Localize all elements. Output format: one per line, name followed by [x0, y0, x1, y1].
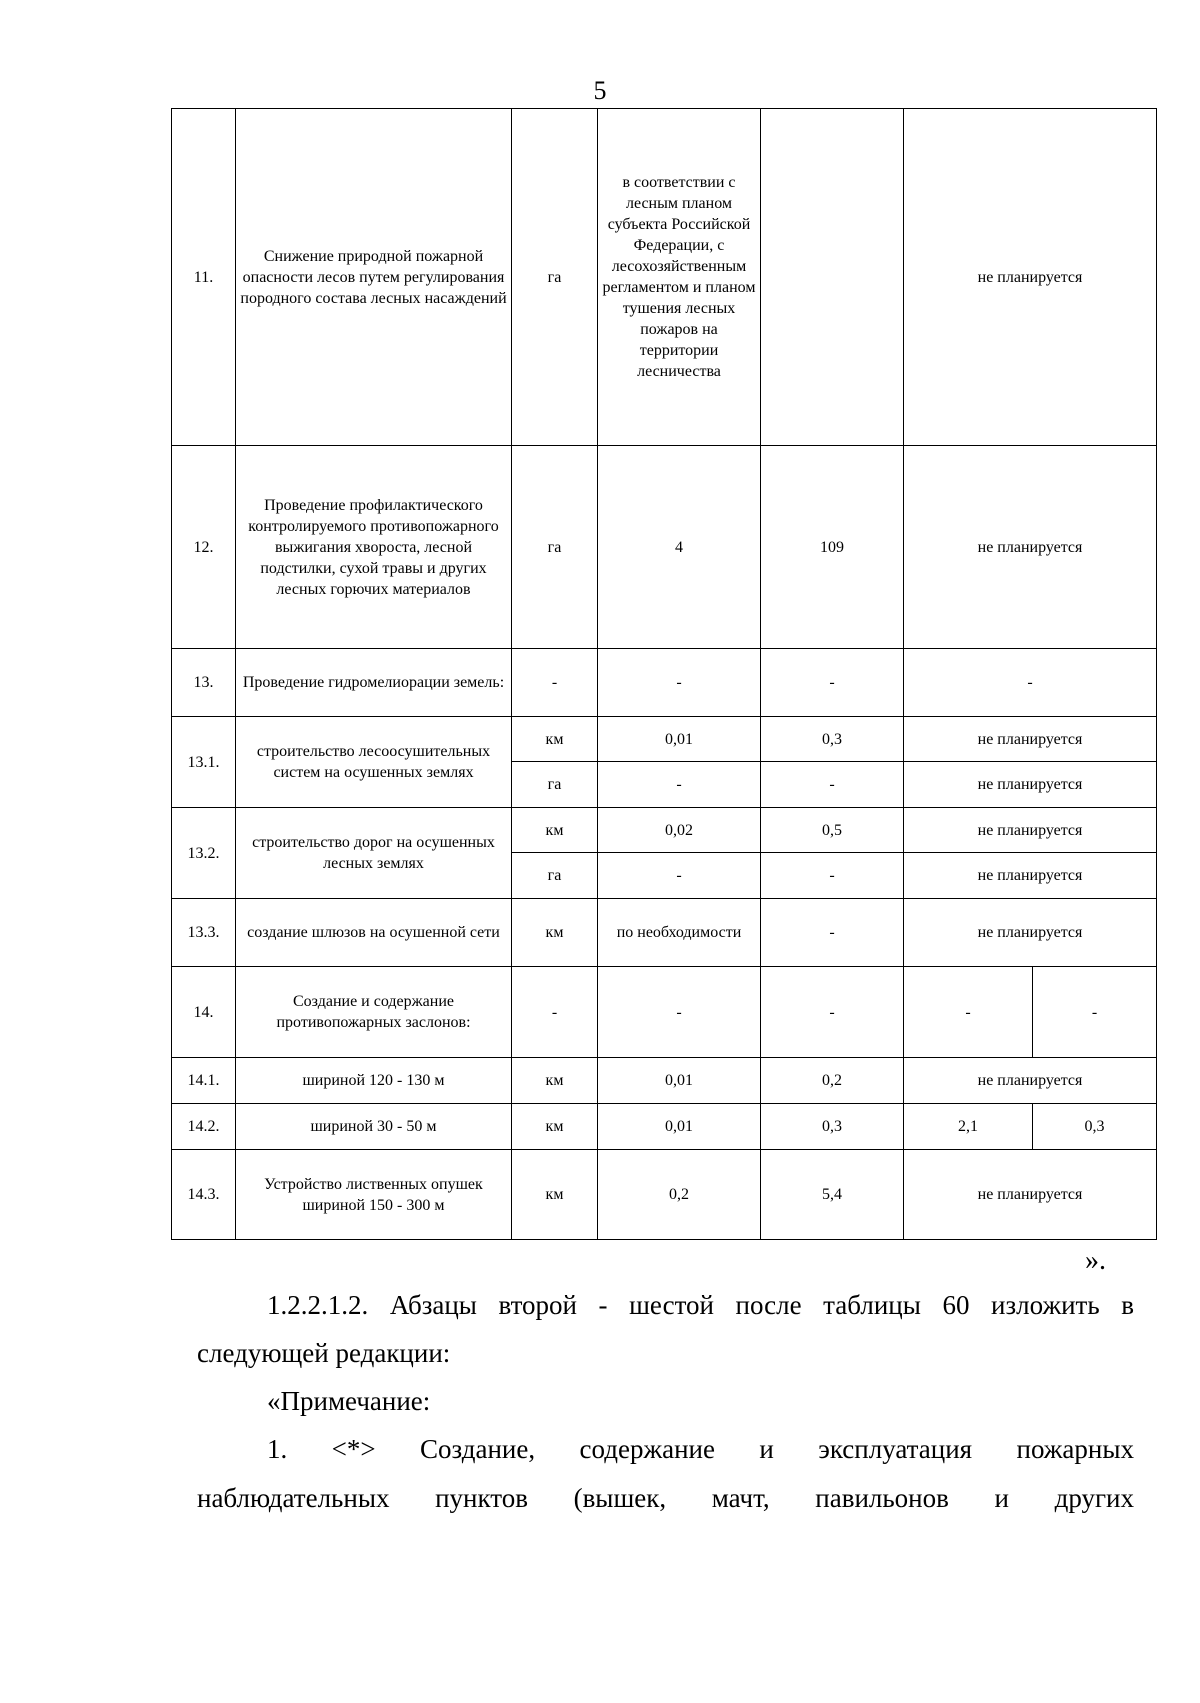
plan-cell: не планируется — [904, 1058, 1157, 1104]
plan-cell-a: - — [904, 967, 1033, 1058]
activity-name: строительство дорог на осушенных лесных землях — [236, 808, 512, 899]
table-row-14-1 — [172, 1058, 1157, 1104]
total-cell: 0,3 — [761, 717, 904, 762]
activity-name: Устройство лиственных опушек шириной 150 - 300 м — [236, 1150, 512, 1240]
plan-cell: не планируется — [904, 717, 1157, 762]
activity-name: строительство лесоосушительных систем на осушенных землях — [236, 717, 512, 808]
unit-cell: км — [512, 808, 598, 853]
norm-cell: 0,01 — [598, 1104, 761, 1150]
norm-cell: - — [598, 967, 761, 1058]
plan-cell: не планируется — [904, 1150, 1157, 1240]
plan-cell-a: 2,1 — [904, 1104, 1033, 1150]
plan-cell-b: - — [1033, 967, 1157, 1058]
activity-name: Создание и содержание противопожарных заслонов: — [236, 967, 512, 1058]
norm-cell: - — [598, 762, 761, 808]
paragraph-1-line-1: 1.2.2.1.2. Абзацы второй - шестой после таблицы 60 изложить в — [267, 1290, 1134, 1320]
activity-name: Проведение гидромелиорации земель: — [236, 649, 512, 717]
total-cell — [761, 109, 904, 446]
unit-cell: км — [512, 899, 598, 967]
activity-name: Проведение профилактического контролируемого противопожарного выжигания хвороста, лесной подстилки, сухой травы и других лесных горючих материалов — [236, 446, 512, 649]
table-row-13-3 — [172, 899, 1157, 967]
plan-cell: не планируется — [904, 109, 1157, 446]
total-cell: - — [761, 762, 904, 808]
unit-cell: км — [512, 717, 598, 762]
norm-cell: 0,2 — [598, 1150, 761, 1240]
norm-cell: 0,02 — [598, 808, 761, 853]
total-cell: 0,2 — [761, 1058, 904, 1104]
unit-cell: км — [512, 1150, 598, 1240]
total-cell: 0,5 — [761, 808, 904, 853]
row-number: 14.3. — [172, 1150, 236, 1240]
total-cell: - — [761, 853, 904, 899]
unit-cell: км — [512, 1058, 598, 1104]
total-cell: - — [761, 967, 904, 1058]
unit-cell: га — [512, 853, 598, 899]
row-number: 14.1. — [172, 1058, 236, 1104]
closing-quote: ». — [1085, 1245, 1106, 1276]
unit-cell: га — [512, 109, 598, 446]
activities-table — [171, 108, 1157, 1240]
row-number: 13. — [172, 649, 236, 717]
plan-cell: не планируется — [904, 899, 1157, 967]
activity-name: шириной 120 - 130 м — [236, 1058, 512, 1104]
row-number: 14. — [172, 967, 236, 1058]
note-title: «Примечание: — [267, 1386, 431, 1416]
table-row-13-2-km — [172, 808, 1157, 853]
norm-cell: 0,01 — [598, 1058, 761, 1104]
table-row-13 — [172, 649, 1157, 717]
table-row-14 — [172, 967, 1157, 1058]
plan-cell: не планируется — [904, 762, 1157, 808]
total-cell: - — [761, 649, 904, 717]
table-row-12 — [172, 446, 1157, 649]
norm-cell: - — [598, 649, 761, 717]
row-number: 11. — [172, 109, 236, 446]
row-number: 13.2. — [172, 808, 236, 899]
total-cell: - — [761, 899, 904, 967]
norm-cell: - — [598, 853, 761, 899]
paragraph-2-line-2: наблюдательных пунктов (вышек, мачт, павильонов и других — [197, 1483, 1134, 1513]
table-row-13-1-km — [172, 717, 1157, 762]
row-number: 14.2. — [172, 1104, 236, 1150]
norm-cell: 0,01 — [598, 717, 761, 762]
unit-cell: - — [512, 649, 598, 717]
unit-cell: - — [512, 967, 598, 1058]
activity-name: шириной 30 - 50 м — [236, 1104, 512, 1150]
norm-cell: в соответствии с лесным планом субъекта Российской Федерации, с лесохозяйственным регламентом и планом тушения лесных пожаров на территории лесничества — [598, 109, 761, 446]
plan-cell-b: 0,3 — [1033, 1104, 1157, 1150]
page-number: 5 — [593, 76, 607, 105]
norm-cell: 4 — [598, 446, 761, 649]
unit-cell: га — [512, 762, 598, 808]
activity-name: Снижение природной пожарной опасности лесов путем регулирования породного состава лесных насаждений — [236, 109, 512, 446]
paragraph-2-line-1: 1. <*> Создание, содержание и эксплуатация пожарных — [267, 1434, 1134, 1464]
norm-cell: по необходимости — [598, 899, 761, 967]
total-cell: 0,3 — [761, 1104, 904, 1150]
plan-cell: не планируется — [904, 808, 1157, 853]
total-cell: 5,4 — [761, 1150, 904, 1240]
unit-cell: км — [512, 1104, 598, 1150]
total-cell: 109 — [761, 446, 904, 649]
activity-name: создание шлюзов на осушенной сети — [236, 899, 512, 967]
table-row-11 — [172, 109, 1157, 446]
plan-cell: не планируется — [904, 853, 1157, 899]
paragraph-1-line-2: следующей редакции: — [197, 1338, 451, 1368]
row-number: 12. — [172, 446, 236, 649]
table-row-14-3 — [172, 1150, 1157, 1240]
row-number: 13.3. — [172, 899, 236, 967]
plan-cell: - — [904, 649, 1157, 717]
plan-cell: не планируется — [904, 446, 1157, 649]
row-number: 13.1. — [172, 717, 236, 808]
unit-cell: га — [512, 446, 598, 649]
table-row-14-2 — [172, 1104, 1157, 1150]
